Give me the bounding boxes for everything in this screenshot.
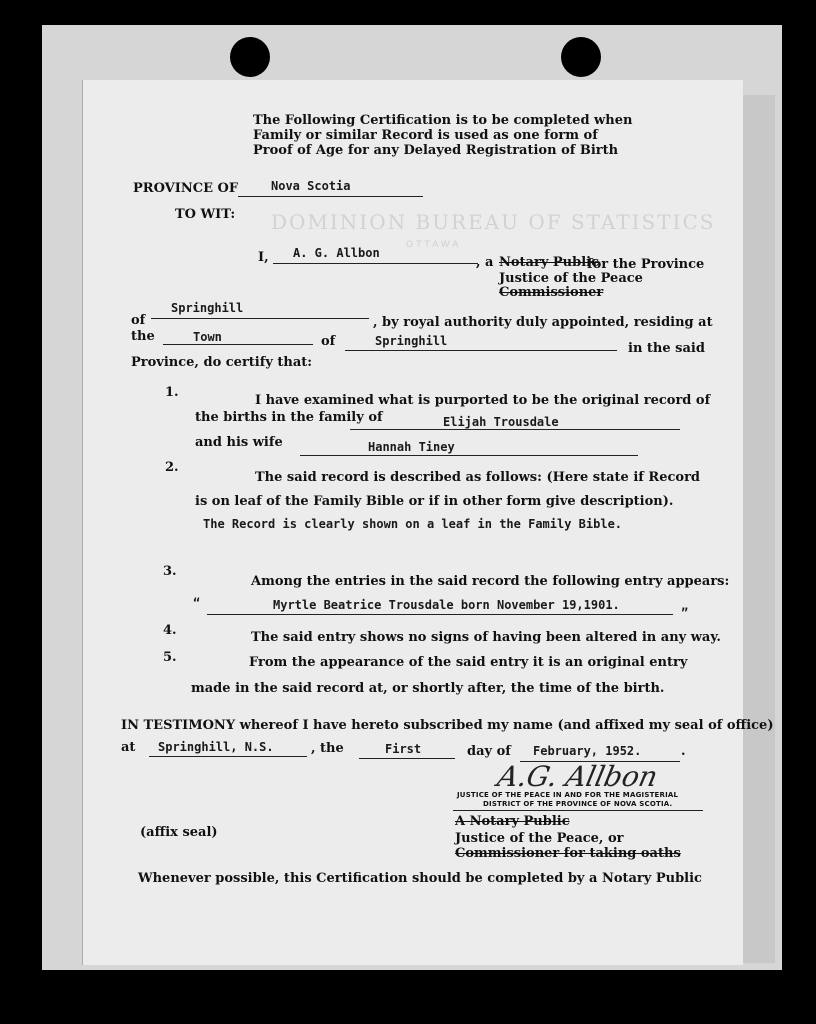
handwritten-signature: A.G. Allbon	[494, 760, 661, 793]
in-said: in the said	[628, 341, 705, 356]
watermark-city: OTTAWA	[406, 240, 462, 250]
type-line	[163, 344, 313, 345]
of-label: of	[131, 313, 146, 328]
type-value: Town	[193, 330, 222, 344]
testimony-rest: whereof I have hereto subscribed my name (and affixed my seal of office)	[239, 718, 774, 733]
item-5-line-1: From the appearance of the said entry it is an original entry	[249, 655, 688, 670]
item-1-line-1: I have examined what is purported to be the original record of	[255, 393, 711, 408]
item-1-number: 1.	[165, 385, 179, 400]
day-line	[359, 758, 455, 759]
province-value: Nova Scotia	[271, 179, 351, 193]
province-line	[238, 196, 423, 197]
item-2-line-1: The said record is described as follows: (Here state if Record	[255, 470, 701, 485]
place-line	[345, 350, 617, 351]
for-province: for the Province	[587, 257, 705, 272]
stamp-line-1: JUSTICE OF THE PEACE IN AND FOR THE MAGISTERIAL	[457, 791, 679, 799]
the-label: the	[131, 329, 155, 344]
office-commissioner-struck: Commissioner for taking oaths	[455, 846, 681, 861]
office-justice: Justice of the Peace, or	[455, 831, 624, 846]
entry-value: Myrtle Beatrice Trousdale born November 19,1901.	[273, 598, 620, 612]
testimony-place: Springhill, N.S.	[158, 740, 274, 754]
watermark-title: DOMINION BUREAU OF STATISTICS	[271, 210, 716, 234]
signature-line	[453, 810, 703, 811]
to-wit-label: TO WIT:	[175, 207, 236, 222]
entry-open-quote: “	[193, 596, 201, 610]
item-5-number: 5.	[163, 650, 177, 665]
certify-text: Province, do certify that:	[131, 355, 313, 370]
day-value: First	[385, 742, 422, 756]
item-4-text: The said entry shows no signs of having been altered in any way.	[251, 630, 721, 645]
item-3-number: 3.	[163, 564, 177, 579]
wife-label: and his wife	[195, 435, 283, 450]
officer-line	[273, 263, 478, 264]
item-5-line-2: made in the said record at, or shortly after, the time of the birth.	[191, 681, 665, 696]
testimony-end: .	[681, 744, 686, 759]
of-value: Springhill	[171, 301, 244, 315]
item-4-number: 4.	[163, 623, 177, 638]
punch-hole-right	[561, 37, 601, 77]
header-line-2: Family or similar Record is used as one form of	[253, 128, 598, 143]
entry-close-quote: ”	[681, 606, 689, 620]
officer-comma: , a	[476, 255, 494, 270]
officer-name: A. G. Allbon	[293, 246, 380, 260]
of2-label: of	[321, 334, 336, 349]
authority-text: , by royal authority duly appointed, residing at	[373, 315, 713, 330]
punch-hole-left	[230, 37, 270, 77]
wife-value: Hannah Tiney	[368, 440, 455, 454]
record-description: The Record is clearly shown on a leaf in the Family Bible.	[203, 517, 623, 531]
province-label: PROVINCE OF	[133, 181, 239, 196]
officer-prefix: I,	[258, 250, 269, 265]
footer-note: Whenever possible, this Certification should be completed by a Notary Public	[138, 871, 702, 886]
day-of-label: day of	[467, 744, 511, 759]
item-1-line-2: the births in the family of	[195, 410, 383, 425]
entry-line	[207, 614, 673, 615]
notary-struck: Notary Public	[499, 255, 600, 270]
certification-form	[82, 80, 774, 965]
office-notary-struck: A Notary Public	[455, 814, 570, 829]
the-day-label: , the	[311, 741, 344, 756]
justice-of-peace: Justice of the Peace	[499, 271, 643, 286]
affix-seal-label: (affix seal)	[140, 825, 218, 840]
family-value: Elijah Trousdale	[443, 415, 559, 429]
item-2-line-2: is on leaf of the Family Bible or if in other form give description).	[195, 494, 674, 509]
commissioner-struck: Commissioner	[499, 285, 604, 300]
stamp-line-2: DISTRICT OF THE PROVINCE OF NOVA SCOTIA.	[483, 800, 673, 808]
header-line-3: Proof of Age for any Delayed Registration of Birth	[253, 143, 619, 158]
month-year-value: February, 1952.	[533, 744, 642, 758]
testimony-place-line	[149, 756, 307, 757]
testimony-line-1	[121, 718, 773, 733]
item-2-number: 2.	[165, 460, 179, 475]
header-line-1: The Following Certification is to be completed when	[253, 113, 633, 128]
testimony-bold: IN TESTIMONY	[121, 718, 236, 733]
of-line	[151, 318, 369, 319]
place-value: Springhill	[375, 334, 448, 348]
item-3-line-1: Among the entries in the said record the following entry appears:	[251, 574, 730, 589]
wife-line	[300, 455, 638, 456]
family-line	[350, 429, 680, 430]
at-label: at	[121, 740, 136, 755]
